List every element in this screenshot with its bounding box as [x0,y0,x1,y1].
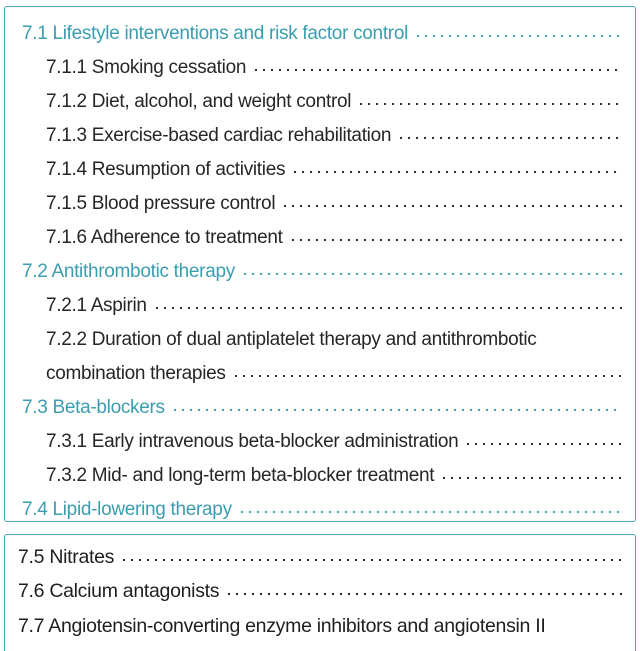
toc-entry-7-2-1[interactable] [46,292,622,320]
toc-entry-label: 7.6 Calcium antagonists [18,580,220,602]
toc-entry-7-5[interactable] [18,543,624,571]
toc-entry-label: 7.2 Antithrombotic therapy [22,261,235,282]
toc-entry-label: 7.3.2 Mid- and long-term beta-blocker treatment [46,465,435,486]
toc-entry-label: 7.7 Angiotensin-converting enzyme inhibitors and angiotensin II [18,615,546,637]
dot-leader [414,34,622,38]
toc-entry-7-4[interactable] [22,496,622,524]
toc-entry-label: 7.3 Beta-blockers [22,397,165,418]
dot-leader [281,204,622,208]
toc-entry-label: 7.3.1 Early intravenous beta-blocker administration [46,431,459,452]
dot-leader [238,510,622,514]
toc-entry-7-3-1[interactable] [46,428,622,456]
toc-entry-7-1-2[interactable] [46,88,622,116]
toc-entry-7-2-2[interactable] [46,326,622,354]
toc-entry-7-3-2[interactable] [46,462,622,490]
toc-entry-label: 7.1.5 Blood pressure control [46,193,276,214]
dot-leader [225,592,624,596]
toc-entry-label: 7.4 Lipid-lowering therapy [22,499,232,520]
toc-entry-7-1[interactable] [22,20,622,48]
toc-entry-7-7[interactable] [18,612,624,640]
toc-entry-label: 7.1.6 Adherence to treatment [46,227,283,248]
toc-entry-label: 7.2.1 Aspirin [46,295,147,316]
toc-entry-label: 7.5 Nitrates [18,546,115,568]
toc-entry-label: 7.1.3 Exercise-based cardiac rehabilitation [46,125,392,146]
toc-entry-7-1-5[interactable] [46,190,622,218]
toc-entry-label: 7.1 Lifestyle interventions and risk factor control [22,23,409,44]
toc-entry-label: 7.1.2 Diet, alcohol, and weight control [46,91,352,112]
dot-leader [440,476,622,480]
toc-entry-7-1-6[interactable] [46,224,622,252]
toc-entry-7-1-4[interactable] [46,156,622,184]
toc-entry-7-2-2-continued[interactable] [46,360,622,388]
dot-leader [397,136,622,140]
dot-leader [289,238,622,242]
dot-leader [120,558,624,562]
toc-entry-label: 7.1.4 Resumption of activities [46,159,286,180]
toc-entry-7-1-3[interactable] [46,122,622,150]
dot-leader [252,68,622,72]
toc-entry-7-3[interactable] [22,394,622,422]
dot-leader [171,408,622,412]
dot-leader [241,272,622,276]
dot-leader [232,374,622,378]
toc-entry-7-6[interactable] [18,577,624,605]
dot-leader [357,102,622,106]
dot-leader [153,306,622,310]
toc-entry-7-2[interactable] [22,258,622,286]
dot-leader [291,170,622,174]
toc-entry-label: combination therapies [46,363,226,384]
toc-entry-label: 7.2.2 Duration of dual antiplatelet therapy and antithrombotic [46,329,537,350]
dot-leader [464,442,622,446]
toc-entry-7-1-1[interactable] [46,54,622,82]
toc-entry-label: 7.1.1 Smoking cessation [46,57,247,78]
